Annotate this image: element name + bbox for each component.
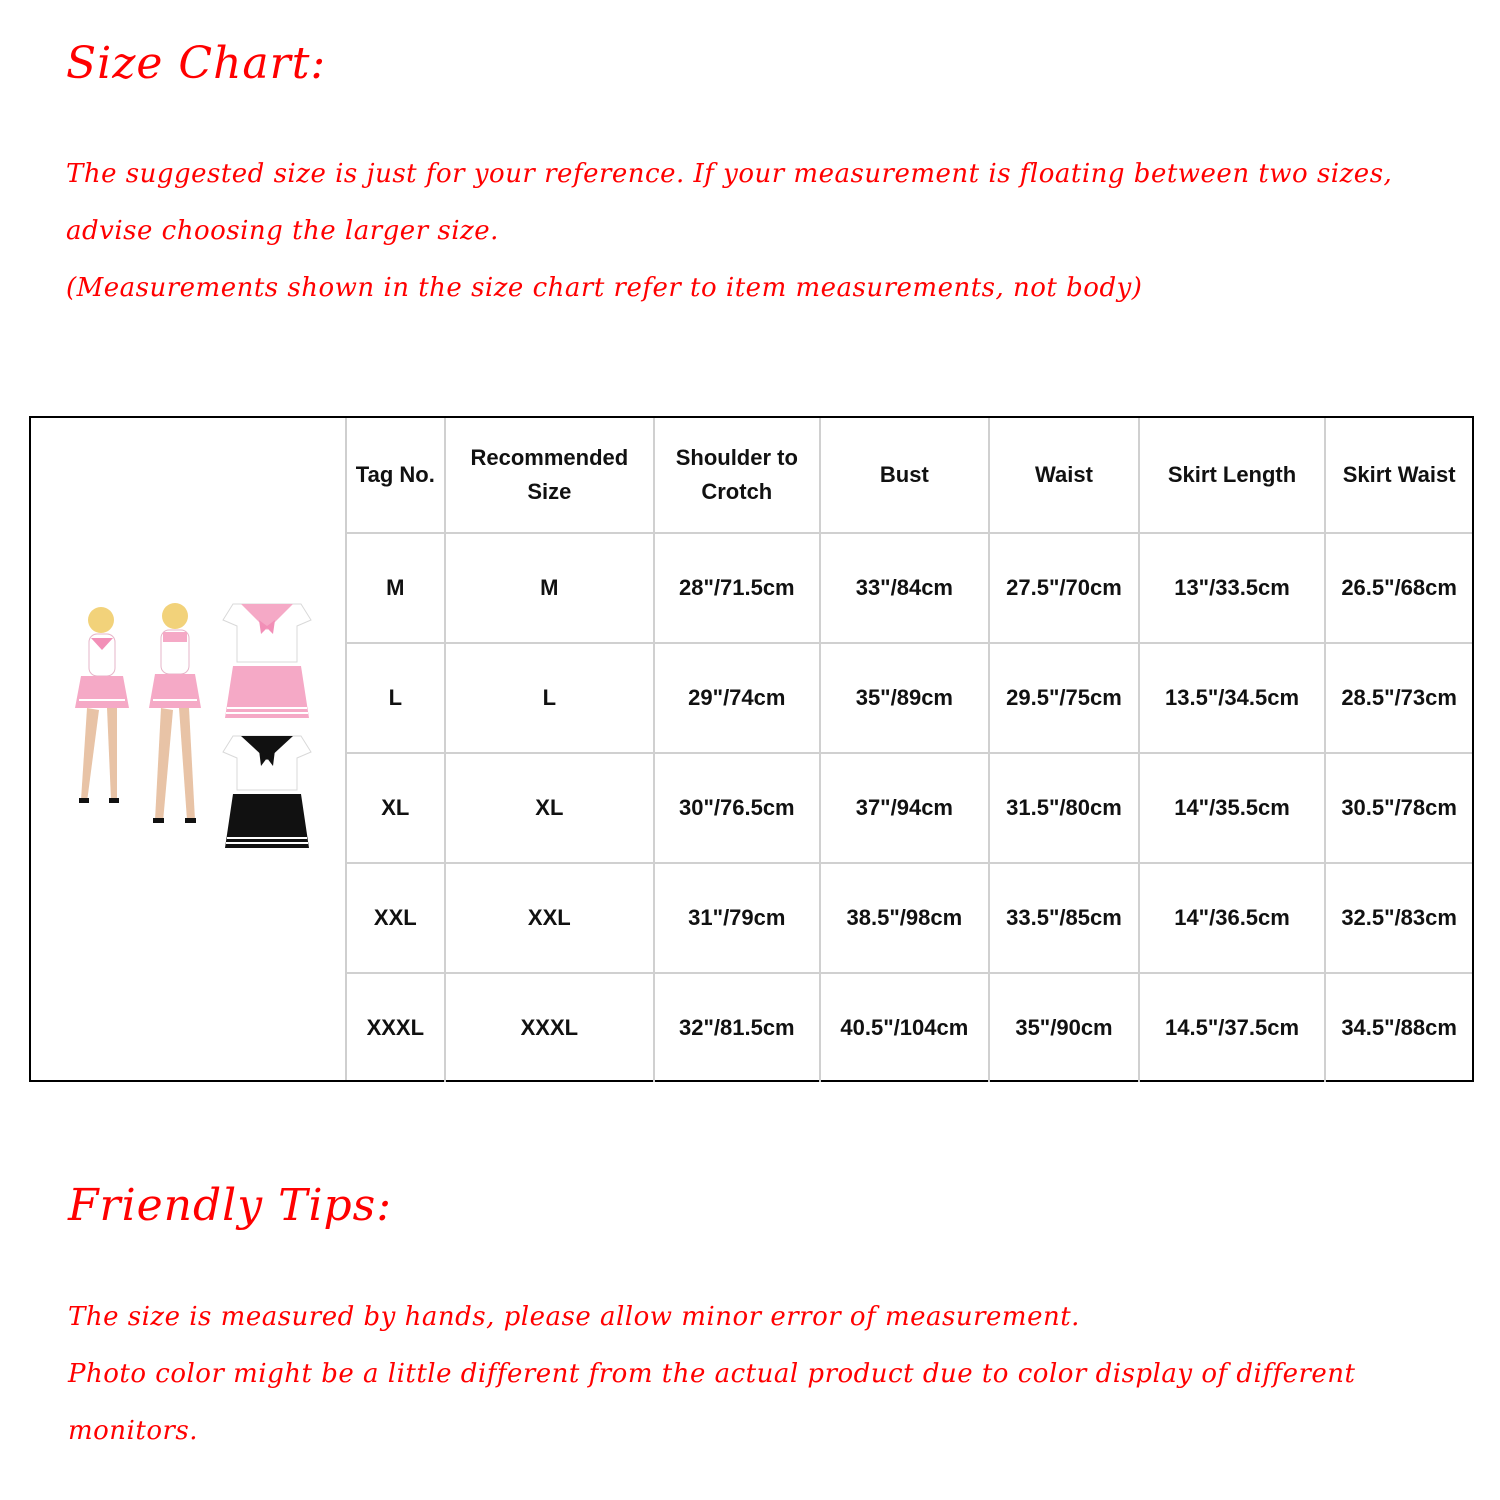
friendly-tips-title: Friendly Tips:: [68, 1180, 393, 1231]
table-body: [347, 533, 1472, 1082]
table-row: [347, 753, 1472, 863]
friendly-tips-text: [68, 1289, 1478, 1460]
table-cell: 33"/84cm: [820, 533, 990, 643]
table-cell: 26.5"/68cm: [1325, 533, 1472, 643]
table-row: [347, 863, 1472, 973]
table-cell: 29"/74cm: [654, 643, 820, 753]
table-cell: 29.5"/75cm: [989, 643, 1139, 753]
table-cell: 31"/79cm: [654, 863, 820, 973]
table-cell: M: [347, 533, 445, 643]
table-cell: XXL: [347, 863, 445, 973]
column-header: Recommended Size: [445, 418, 654, 533]
tips-line: Photo color might be a little different from the actual product due to color display of different monitors.: [68, 1359, 1356, 1446]
table-cell: 28.5"/73cm: [1325, 643, 1472, 753]
table-cell: 33.5"/85cm: [989, 863, 1139, 973]
table-cell: 14"/35.5cm: [1139, 753, 1325, 863]
column-header: Waist: [989, 418, 1139, 533]
table-cell: 13"/33.5cm: [1139, 533, 1325, 643]
table-row: [347, 973, 1472, 1082]
black-outfit-image: [223, 736, 311, 848]
size-table: [347, 418, 1472, 1082]
intro-text: [66, 146, 1476, 317]
table-cell: 13.5"/34.5cm: [1139, 643, 1325, 753]
table-cell: 14"/36.5cm: [1139, 863, 1325, 973]
size-chart-frame: [29, 416, 1474, 1082]
table-cell: 30.5"/78cm: [1325, 753, 1472, 863]
table-cell: 14.5"/37.5cm: [1139, 973, 1325, 1082]
table-cell: XXXL: [445, 973, 654, 1082]
column-header: Tag No.: [347, 418, 445, 533]
product-photo: [55, 590, 335, 870]
table-cell: 32.5"/83cm: [1325, 863, 1472, 973]
table-cell: 34.5"/88cm: [1325, 973, 1472, 1082]
pink-outfit-image: [223, 604, 311, 718]
table-cell: XXL: [445, 863, 654, 973]
table-cell: 28"/71.5cm: [654, 533, 820, 643]
table-cell: 31.5"/80cm: [989, 753, 1139, 863]
tips-line: The size is measured by hands, please allow minor error of measurement.: [68, 1302, 1080, 1332]
model-back-figure: [149, 603, 201, 823]
table-cell: 35"/90cm: [989, 973, 1139, 1082]
table-header-row: [347, 418, 1472, 533]
table-cell: L: [445, 643, 654, 753]
table-cell: XXXL: [347, 973, 445, 1082]
table-cell: XL: [445, 753, 654, 863]
product-photo-cell: [31, 418, 347, 1080]
table-cell: L: [347, 643, 445, 753]
table-cell: 30"/76.5cm: [654, 753, 820, 863]
table-cell: M: [445, 533, 654, 643]
model-front-figure: [75, 607, 129, 803]
table-cell: XL: [347, 753, 445, 863]
table-cell: 27.5"/70cm: [989, 533, 1139, 643]
table-cell: 35"/89cm: [820, 643, 990, 753]
size-chart-title: Size Chart:: [66, 38, 327, 89]
intro-line: The suggested size is just for your reference. If your measurement is floating between two sizes, advise choosing the larger size.: [66, 159, 1393, 246]
table-row: [347, 533, 1472, 643]
table-cell: 40.5"/104cm: [820, 973, 990, 1082]
intro-line: (Measurements shown in the size chart refer to item measurements, not body): [66, 273, 1143, 303]
column-header: Shoulder to Crotch: [654, 418, 820, 533]
table-cell: 32"/81.5cm: [654, 973, 820, 1082]
table-cell: 38.5"/98cm: [820, 863, 990, 973]
column-header: Bust: [820, 418, 990, 533]
table-row: [347, 643, 1472, 753]
column-header: Skirt Waist: [1325, 418, 1472, 533]
table-cell: 37"/94cm: [820, 753, 990, 863]
column-header: Skirt Length: [1139, 418, 1325, 533]
